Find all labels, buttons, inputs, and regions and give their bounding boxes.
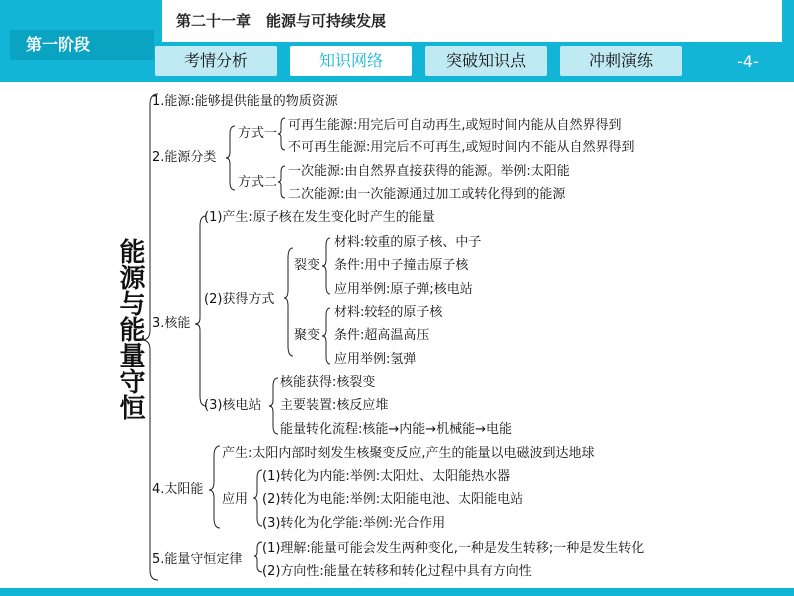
node-fission: 裂变 <box>294 258 321 273</box>
tab-key-points[interactable]: 突破知识点 <box>425 46 547 76</box>
node-nonrenewable: 不可再生能源:用完后不可再生,或短时间内不能从自然界得到 <box>288 140 635 155</box>
tab-knowledge-network[interactable]: 知识网络 <box>290 46 412 76</box>
node-fusion: 聚变 <box>294 328 321 343</box>
node-energy-definition: 1.能源:能够提供能量的物质资源 <box>152 94 338 109</box>
node-fusion-condition: 条件:超高温高压 <box>334 328 430 343</box>
node-nuclear-energy: 3.核能 <box>152 316 191 331</box>
node-fission-condition: 条件:用中子撞击原子核 <box>334 258 469 273</box>
node-renewable: 可再生能源:用完后可自动再生,或短时间内能从自然界得到 <box>288 118 622 133</box>
node-energy-classification: 2.能源分类 <box>152 150 217 165</box>
node-solar-energy: 4.太阳能 <box>152 482 204 497</box>
node-solar-to-heat: (1)转化为内能:举例:太阳灶、太阳能热水器 <box>262 469 511 484</box>
node-way-two: 方式二 <box>238 175 278 190</box>
node-plant-source: 核能获得:核裂变 <box>280 375 376 390</box>
node-solar-origin: 产生:太阳内部时刻发生核聚变反应,产生的能量以电磁波到达地球 <box>222 446 595 461</box>
tab-practice[interactable]: 冲刺演练 <box>560 46 682 76</box>
node-plant-device: 主要装置:核反应堆 <box>280 398 389 413</box>
node-primary-energy: 一次能源:由自然界直接获得的能源。举例:太阳能 <box>288 164 570 179</box>
node-nuclear-origin: (1)产生:原子核在发生变化时产生的能量 <box>204 210 435 225</box>
main-title: 能源与能量守恒 <box>115 238 145 420</box>
node-conservation-direction: (2)方向性:能量在转移和转化过程中具有方向性 <box>262 564 532 579</box>
node-solar-application: 应用 <box>222 492 249 507</box>
page-number: -4- <box>737 52 759 71</box>
node-conservation-meaning: (1)理解:能量可能会发生两种变化,一种是发生转移;一种是发生转化 <box>262 541 645 556</box>
node-fission-material: 材料:较重的原子核、中子 <box>334 235 482 250</box>
footer-bar <box>0 588 794 596</box>
node-energy-conservation: 5.能量守恒定律 <box>152 552 243 567</box>
node-solar-to-electric: (2)转化为电能:举例:太阳能电池、太阳能电站 <box>262 492 524 507</box>
node-secondary-energy: 二次能源:由一次能源通过加工或转化得到的能源 <box>288 187 566 202</box>
node-solar-to-chemical: (3)转化为化学能:举例:光合作用 <box>262 516 446 531</box>
stage-label: 第一阶段 <box>10 30 154 60</box>
node-way-one: 方式一 <box>238 126 278 141</box>
node-plant-conversion: 能量转化流程:核能→内能→机械能→电能 <box>280 422 513 437</box>
node-fission-application: 应用举例:原子弹;核电站 <box>334 282 473 297</box>
node-nuclear-plant: (3)核电站 <box>204 398 262 413</box>
node-fusion-material: 材料:较轻的原子核 <box>334 305 443 320</box>
chapter-title: 第二十一章 能源与可持续发展 <box>176 12 387 30</box>
node-acquisition-methods: (2)获得方式 <box>204 292 275 307</box>
tab-exam-analysis[interactable]: 考情分析 <box>155 46 277 76</box>
node-fusion-application: 应用举例:氢弹 <box>334 352 417 367</box>
